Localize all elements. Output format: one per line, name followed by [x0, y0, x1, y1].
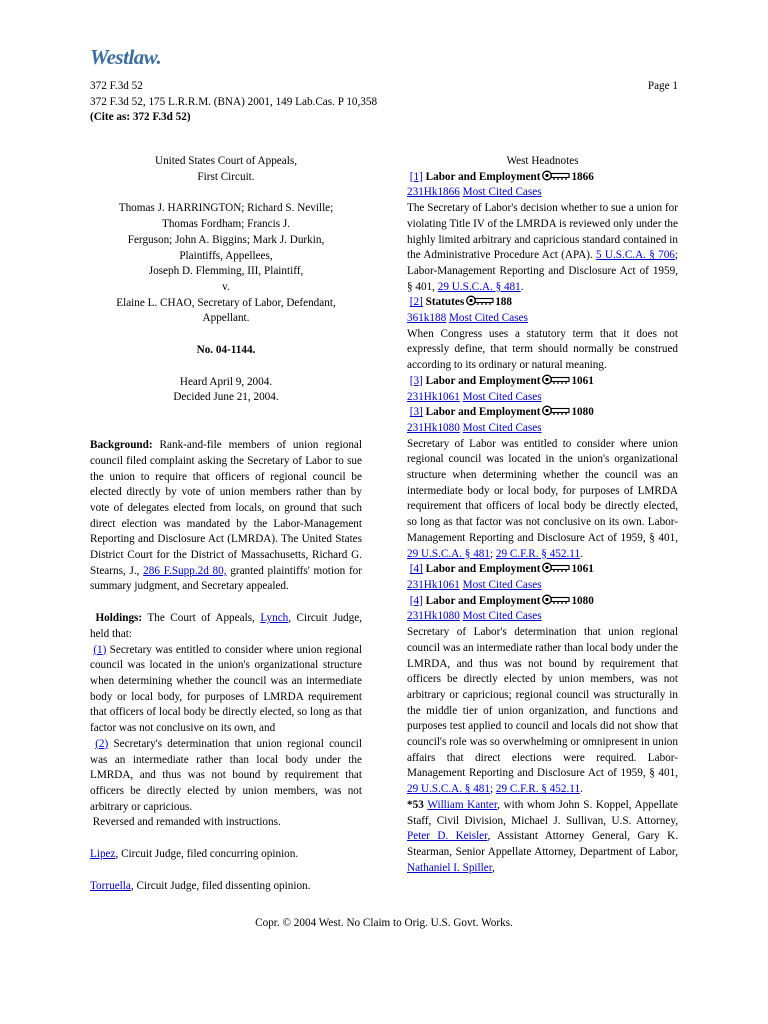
- headnote-4-link[interactable]: [4]: [409, 594, 423, 607]
- key-number: 1061: [571, 563, 594, 576]
- key-code-link[interactable]: 231Hk1080: [407, 610, 460, 623]
- party-line: Thomas Fordham; Francis J.: [161, 218, 291, 231]
- key-icon: [542, 170, 570, 181]
- district-court-citation-link[interactable]: 286 F.Supp.2d 80,: [143, 564, 227, 577]
- key-number: 1080: [571, 594, 594, 607]
- citation-line-2: 372 F.3d 52, 175 L.R.R.M. (BNA) 2001, 149 Lab.Cas. P 10,358: [90, 95, 378, 108]
- headnote-topic: Labor and Employment: [425, 563, 541, 576]
- most-cited-cases-link[interactable]: Most Cited Cases: [462, 578, 542, 591]
- party-line: Joseph D. Flemming, III, Plaintiff,: [148, 265, 304, 278]
- party-line: Ferguson; John A. Biggins; Mark J. Durkin,: [127, 233, 325, 246]
- key-number: 1061: [571, 374, 594, 387]
- page-number: Page 1: [647, 80, 678, 92]
- right-column: [407, 154, 678, 876]
- headnote-4a-heading: [407, 562, 678, 578]
- cite-as-line: (Cite as: 372 F.3d 52): [90, 111, 191, 124]
- background-text-end: granted plaintiffs' motion for summary judgment, and Secretary appealed.: [90, 564, 362, 593]
- statute-link[interactable]: 5 U.S.C.A. § 706: [596, 249, 675, 262]
- headnote-text: The Secretary of Labor's decision whether to sue a union for violating Title IV of the LMRDA is reviewed only under the highly limited arbitrary and capricious standard contained in the Administrative Procedure Act (APA).: [407, 202, 678, 262]
- regulation-link[interactable]: 29 C.F.R. § 452.11: [495, 783, 581, 796]
- key-number: 1866: [571, 170, 594, 183]
- headnote-4a-codes: [407, 578, 678, 594]
- headnote-text: ;: [489, 783, 496, 796]
- headnote-2-text: When Congress uses a statutory term that it does not expressly define, that term should normally be construed according to its ordinary or natural meaning.: [407, 327, 678, 372]
- key-icon: [542, 374, 570, 385]
- citation-line-1: 372 F.3d 52: [90, 80, 143, 92]
- attorney-spiller-link[interactable]: Nathaniel I. Spiller: [407, 861, 492, 874]
- decided-date: Decided June 21, 2004.: [173, 391, 279, 404]
- holdings-text-end: , Circuit Judge, held that:: [90, 612, 362, 640]
- key-icon: [542, 405, 570, 416]
- headnote-2-heading: [407, 295, 678, 311]
- attorney-kanter-link[interactable]: William Kanter: [427, 798, 498, 811]
- holdings-paragraph: [90, 611, 362, 642]
- westlaw-logo: Westlaw.: [90, 45, 162, 69]
- headnote-3b-codes: [407, 421, 678, 437]
- headnote-topic: Labor and Employment: [425, 406, 541, 419]
- headnote-3a-heading: [407, 374, 678, 390]
- key-code-link[interactable]: 231Hk1080: [407, 421, 460, 434]
- heard-date: Heard April 9, 2004.: [179, 375, 273, 388]
- holdings-text: The Court of Appeals,: [142, 612, 261, 625]
- key-icon: [466, 295, 494, 306]
- party-line: Thomas J. HARRINGTON; Richard S. Neville;: [118, 202, 334, 215]
- party-line: Plaintiffs, Appellees,: [179, 249, 273, 262]
- headnote-3-link[interactable]: [3]: [409, 406, 423, 419]
- counsel-text: , with whom John S. Koppel, Appellate Staff, Civil Division, Michael J. Sullivan, U.S. Attorney,: [407, 798, 678, 827]
- statute-link[interactable]: 29 U.S.C.A. § 481: [407, 547, 490, 560]
- background-text: Rank-and-file members of union regional council filed complaint asking the Secretary of Labor to sue the union to require that officers of regional council be elected directly by vote of union members rather than by vote of delegates elected from locals, on ground that such direct election was mandated by the Labor-Management Reporting and Disclosure Act (LMRDA). The United States District Court for the District of Massachusetts, Richard G. Stearns, J.,: [90, 439, 362, 577]
- party-line: Elaine L. CHAO, Secretary of Labor, Defendant,: [116, 296, 336, 309]
- statute-link[interactable]: 29 U.S.C.A. § 481: [407, 783, 490, 796]
- regulation-link[interactable]: 29 C.F.R. § 452.11: [495, 547, 581, 560]
- judge-lynch-link[interactable]: Lynch: [260, 612, 289, 625]
- headnote-1-text: [407, 201, 678, 295]
- headnote-text: .: [580, 783, 583, 796]
- headnote-1-link[interactable]: [1]: [409, 170, 423, 183]
- most-cited-cases-link[interactable]: Most Cited Cases: [462, 610, 542, 623]
- holding-2-text: Secretary's determination that union regional council was an intermediate rather than local body under the LMRDA, and thus was not bound by requirement that officers be directly elected by union members, was not arbitrary or capricious.: [90, 737, 362, 813]
- most-cited-cases-link[interactable]: Most Cited Cases: [448, 312, 528, 325]
- key-icon: [542, 562, 570, 573]
- headnote-2-link[interactable]: [2]: [409, 296, 423, 309]
- holding-1-link[interactable]: (1): [93, 643, 107, 656]
- counsel-paragraph: [407, 798, 678, 877]
- attorney-keisler-link[interactable]: Peter D. Keisler: [407, 830, 488, 843]
- counsel-text: ,: [492, 861, 495, 874]
- headnote-3-link[interactable]: [3]: [409, 374, 423, 387]
- headnote-2-codes: [407, 311, 678, 327]
- holding-1-text: Secretary was entitled to consider where union regional council was located in the union's organizational structure when determining whether the council was an intermediate body or local body, for purposes of LMRDA requirement that officers of local body be directly elected, so long as that factor was not conclusive on its own, and: [90, 643, 363, 735]
- most-cited-cases-link[interactable]: Most Cited Cases: [462, 421, 542, 434]
- headnote-4-text: [407, 625, 678, 798]
- disposition: [90, 815, 362, 831]
- court-circuit: First Circuit.: [197, 170, 255, 183]
- left-column: [90, 154, 362, 894]
- headnote-topic: Labor and Employment: [425, 594, 541, 607]
- dissenting-text: , Circuit Judge, filed dissenting opinion.: [130, 879, 311, 892]
- star-page-marker: *53: [407, 798, 428, 811]
- key-code-link[interactable]: 231Hk1866: [407, 186, 460, 199]
- key-icon: [542, 594, 570, 605]
- headnote-4-link[interactable]: [4]: [409, 563, 423, 576]
- headnote-1-codes: [407, 185, 678, 201]
- judge-lipez-link[interactable]: Lipez: [90, 848, 116, 861]
- headnote-4b-codes: [407, 609, 678, 625]
- docket-number: No. 04-1144.: [196, 344, 256, 357]
- counsel-text: , Assistant Attorney General, Gary K. Stearman, Senior Appellate Attorney, Department of Labor,: [407, 830, 678, 858]
- holding-2: [90, 737, 362, 816]
- holding-2-link[interactable]: (2): [95, 737, 109, 750]
- headnote-topic: Statutes: [425, 296, 465, 309]
- holding-1: [90, 643, 362, 737]
- key-code-link[interactable]: 361k188: [407, 312, 447, 325]
- concurring-note: [90, 847, 362, 863]
- headnote-text: Secretary of Labor was entitled to consider where union regional council was located in the union's organizational structure when determining whether the council was an intermediate body or local body, for purposes of LMRDA requirement that officers of local body be directly elected, so long as that factor was not conclusive on its own. Labor-Management Reporting and Disclosure Act of 1959, § 401,: [407, 437, 678, 544]
- court-name: United States Court of Appeals,: [154, 155, 297, 167]
- copyright-footer: Copr. © 2004 West. No Claim to Orig. U.S. Govt. Works.: [255, 917, 513, 929]
- parties-block: [90, 201, 362, 327]
- headnote-3a-codes: [407, 390, 678, 406]
- dissenting-note: [90, 879, 362, 895]
- headnote-3-text: [407, 437, 678, 563]
- disposition-text: Reversed and remanded with instructions.: [92, 816, 281, 829]
- party-line: Appellant.: [202, 312, 250, 325]
- most-cited-cases-link[interactable]: Most Cited Cases: [462, 186, 542, 199]
- headnote-text: ;: [489, 547, 496, 560]
- key-number: 188: [495, 296, 512, 309]
- statute-link[interactable]: 29 U.S.C.A. § 481: [437, 280, 521, 293]
- headnote-text: Secretary of Labor's determination that union regional council was an intermediate rather than local body under the LMRDA, and thus was not bound by requirement that officers be directly elected by union members, was not arbitrary or capricious; regional council was structurally in the middle tier of union organization, and functions and purposes test applied to council and locals did not show that council's role was so overwhelming or omnipresent in union affairs that direct elections were required. Labor-Management Reporting and Disclosure Act of 1959, § 401,: [407, 626, 678, 780]
- most-cited-cases-link[interactable]: Most Cited Cases: [462, 390, 542, 403]
- headnote-topic: Labor and Employment: [425, 374, 541, 387]
- judge-torruella-link[interactable]: Torruella: [90, 879, 131, 892]
- citation-header: [90, 79, 377, 126]
- key-code-link[interactable]: 231Hk1061: [407, 578, 460, 591]
- background-paragraph: [90, 438, 362, 595]
- headnote-topic: Labor and Employment: [425, 170, 541, 183]
- headnote-text: .: [580, 547, 583, 560]
- concurring-text: , Circuit Judge, filed concurring opinion.: [115, 848, 299, 861]
- headnote-text: .: [520, 280, 524, 293]
- headnote-text: ; Labor-Management Reporting and Disclosure Act of 1959, § 401,: [407, 249, 678, 293]
- west-headnotes-title: West Headnotes: [506, 155, 579, 167]
- key-code-link[interactable]: 231Hk1061: [407, 390, 460, 403]
- holdings-label: Holdings:: [95, 612, 143, 625]
- headnote-3b-heading: [407, 405, 678, 421]
- party-line: v.: [222, 280, 230, 293]
- background-label: Background:: [90, 439, 153, 452]
- key-number: 1080: [571, 406, 594, 419]
- headnote-4b-heading: [407, 594, 678, 610]
- headnote-1-heading: [407, 170, 678, 186]
